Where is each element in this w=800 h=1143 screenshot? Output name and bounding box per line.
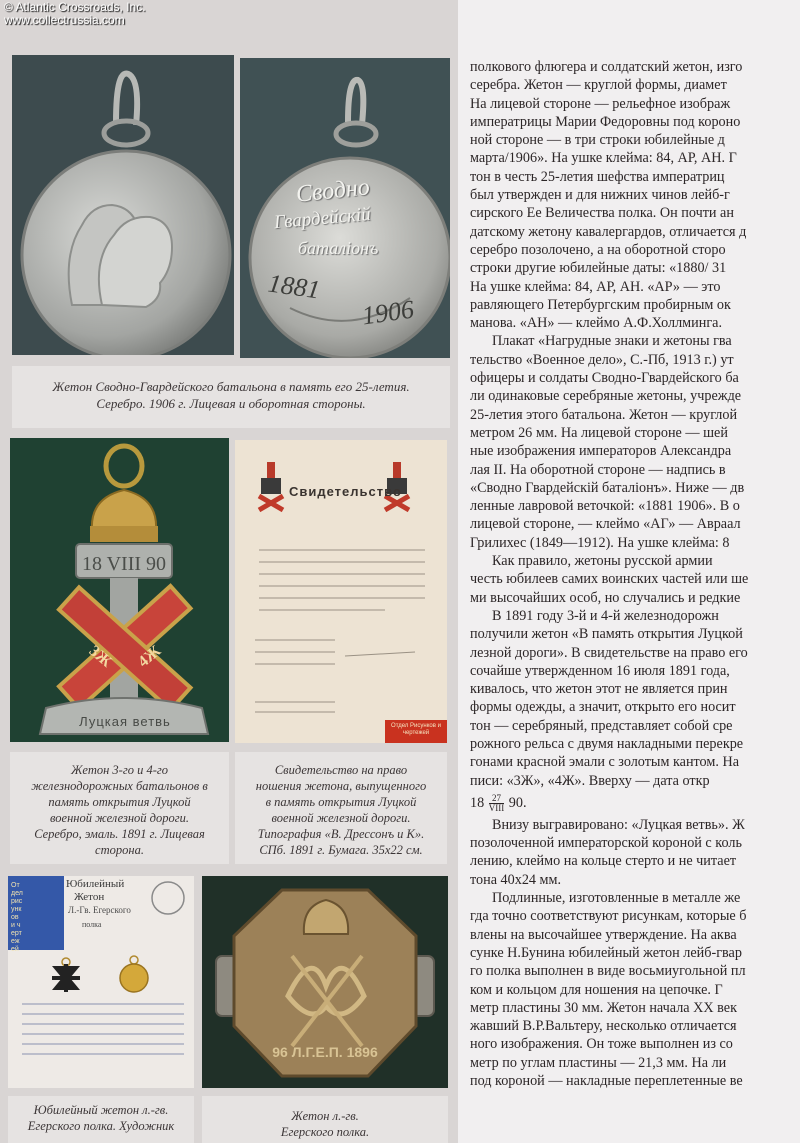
caption-certificate-line-6: СПб. 1891 г. Бумага. 35х22 см.	[259, 843, 423, 857]
railway-badge-bar-text: 18 VIII 90	[81, 553, 167, 575]
caption-badge-line-6: сторона.	[95, 843, 144, 857]
text-line: ные изображения императоров Александра	[470, 443, 732, 460]
caption-badge-line-4: военной железной дороги.	[50, 811, 189, 825]
caption-jaeger-line-1: Жетон л.-гв.	[291, 1109, 359, 1123]
text-line: влены на высочайшее утверждение. На аква	[470, 926, 737, 943]
certificate-stamp: Отдел Рисунков и чертежей	[391, 723, 441, 736]
medal-reverse-year-right: 1906	[360, 294, 416, 331]
date-denominator: VIII	[488, 803, 505, 814]
text-line: Плакат «Нагрудные знаки и жетоны гва	[492, 333, 732, 350]
text-line: Внизу выгравировано: «Луцкая ветвь». Ж	[492, 816, 745, 833]
date-fraction	[489, 794, 505, 813]
caption-certificate-line-2: ношения жетона, выпущенного	[255, 779, 427, 793]
drawing-photo	[8, 876, 194, 1088]
text-line: марта/1906». На ушке клейма: 84, АР, АН. Г	[470, 150, 737, 167]
text-line: лицевой стороне, — клеймо «АГ» — Авраал	[470, 516, 741, 533]
railway-badge-bottom-text: Луцкая ветвь	[79, 714, 171, 729]
text-line: полкового флюгера и солдатский жетон, изго	[470, 59, 743, 75]
text-line: тон в честь 25-летия шефства императриц	[470, 168, 725, 185]
caption-badge-line-1: Жетон 3-го и 4-го	[70, 763, 168, 777]
text-line: честь юбилеев самих воинских частей или ше	[470, 571, 749, 588]
railway-badge-photo	[10, 438, 229, 742]
text-line: строки другие юбилейные даты: «1880/ 31	[470, 260, 727, 277]
railway-badge-left-arm: 3Ж	[85, 642, 115, 671]
text-line: формы одежды, а значит, открыто его носит	[470, 699, 736, 716]
certificate-photo	[235, 440, 447, 743]
caption-badge-line-2: железнодорожных батальонов в	[31, 779, 208, 793]
caption-jaeger-line-2: Егерского полка.	[280, 1125, 370, 1139]
text-line: тона 40х24 мм.	[470, 871, 562, 888]
date-numerator: 27	[489, 794, 505, 804]
drawing-tag: Отдел рисунков и чертежей	[11, 882, 23, 953]
medal-reverse-text-2: Гвардейскiй	[273, 203, 372, 234]
text-line: ком и кольцом для ношения на цепочке. Г	[470, 981, 723, 998]
text-line: Подлинные, изготовленные в металле же	[492, 890, 741, 907]
caption-badge-line-3: память открытия Луцкой	[48, 795, 191, 809]
text-line: жавший В.Р.Вальтеру, несколько отличается	[470, 1018, 737, 1035]
drawing-title-4: полка	[82, 920, 102, 929]
caption-certificate-line-5: Типография «В. Дрессонъ и К».	[257, 827, 425, 841]
text-line: ного изображения. Он тоже выполнен из со	[470, 1036, 733, 1053]
text-line: писи: «3Ж», «4Ж». Вверху — дата откр	[470, 772, 710, 789]
text-line: получили жетон «В память открытия Луцкой	[470, 626, 743, 643]
caption-certificate-line-4: военной железной дороги.	[271, 811, 411, 825]
text-line: тон — серебряный, представляет собой сре	[470, 717, 733, 734]
text-line: метр пластины 30 мм. Жетон начала XX век	[470, 999, 737, 1016]
caption-certificate-line-1: Свидетельство на право	[274, 763, 408, 777]
text-line: датскому жетону кавалергардов, отличается д	[470, 223, 747, 240]
text-line: метром 26 мм. На лицевой стороне — шей	[470, 424, 728, 441]
text-line: ли одинаковые серебряные жетоны, учрежде	[470, 388, 742, 405]
jaeger-badge-bottom-text: 96 Л.Г.Е.П. 1896	[272, 1044, 378, 1060]
caption-drawing-line-2: Егерского полка. Художник	[27, 1119, 175, 1133]
railway-badge-icon	[10, 438, 229, 742]
caption-certificate-line-3: в память открытия Луцкой	[265, 795, 417, 809]
text-line: Грилихес (1849—1912). На ушке клейма: 8	[470, 534, 730, 551]
medal-reverse-year-left: 1881	[266, 268, 322, 305]
text-line: ленные лавровой веточкой: «1881 1906». В о	[470, 498, 740, 515]
drawing-title-1: Юбилейный	[66, 878, 125, 890]
medal-obverse-portrait-icon	[12, 55, 234, 355]
text-line: го полка выполнен в виде восьмиугольной пл	[470, 963, 746, 980]
text-line: манова. «АН» — клеймо А.Ф.Холлминга.	[470, 315, 723, 332]
caption-medal-line-2: Серебро. 1906 г. Лицевая и оборотная стороны.	[96, 396, 366, 411]
text-line: гда точно соответствуют рисункам, которые б	[470, 908, 747, 925]
medal-reverse-text-1: Сводно	[294, 174, 371, 208]
text-line: гонами красной эмали с золотым кантом. На	[470, 754, 739, 771]
text-line: На лицевой стороне — рельефное изображ	[470, 95, 731, 112]
medal-reverse-photo	[240, 58, 450, 358]
medal-obverse-photo	[12, 55, 234, 355]
caption-drawing-line-1: Юбилейный жетон л.-гв.	[33, 1103, 169, 1117]
watermark-url: www.collectrussia.com	[4, 13, 125, 27]
text-line: императрицы Марии Федоровны под короно	[470, 113, 741, 130]
text-line: равляющего Петербургским пробирным ок	[470, 296, 731, 313]
text-column	[458, 0, 800, 1143]
text-line: рожного рельса с двумя накладными перекре	[470, 735, 744, 752]
text-line: позолоченной императорской короной с коль	[470, 835, 742, 852]
body-text	[470, 58, 800, 1090]
medal-reverse-text-3: баталiонъ	[298, 238, 379, 258]
text-line: сунке Н.Бунина юбилейный жетон лейб-гвар	[470, 944, 742, 961]
text-line: Как правило, жетоны русской армии	[492, 553, 713, 570]
caption-badge-line-5: Серебро, эмаль. 1891 г. Лицевая	[34, 827, 205, 841]
caption-medal-line-1: Жетон Сводно-Гвардейского батальона в память его 25-летия.	[52, 379, 410, 394]
text-line: кивалось, что жетон этот не является прин	[470, 681, 728, 698]
railway-badge-right-arm: 4Ж	[135, 642, 165, 671]
drawing-title-3: Л.-Гв. Егерского	[68, 905, 131, 915]
text-line-date	[470, 790, 800, 816]
text-line: тельство «Военное дело», С.-Пб, 1913 г.) ут	[470, 351, 734, 368]
text-line: лая II. На оборотной стороне — надпись в	[470, 461, 726, 478]
text-line: На ушке клейма: 84, АР, АН. «АР» — это	[470, 278, 721, 295]
text-line: сирского Ее Величества полка. Он почти ан	[470, 205, 734, 222]
text-line: метр по углам пластины — 21,3 мм. На ли	[470, 1054, 727, 1071]
text-line: офицеры и солдаты Сводно-Гвардейского ба	[470, 370, 739, 387]
jaeger-badge-photo	[202, 876, 448, 1088]
text-line: серебра. Жетон — круглой формы, диамет	[470, 77, 727, 94]
text-line: 25-летия этого батальона. Жетон — круглой	[470, 406, 738, 423]
drawing-title-2: Жетон	[74, 891, 105, 903]
text-line: серебро позолочено, а на оборотной сторо	[470, 241, 726, 258]
text-line: лезной дороги». В свидетельстве на право его	[470, 644, 748, 661]
text-line: ной стороне — в три строки юбилейные д	[470, 132, 725, 149]
text-line: В 1891 году 3-й и 4-й железнодорожн	[492, 607, 719, 624]
text-line: лению, клеймо на кольце стерто и не читает	[470, 853, 737, 870]
text-line: «Сводно Гвардейскiй баталiонъ». Ниже — дв	[470, 479, 745, 496]
text-line: под короной — накладные переплетенные ве	[470, 1073, 743, 1090]
certificate-title: Свидетельство	[289, 484, 402, 499]
text-line: был утвержден и для нижних чинов лейб-г	[470, 187, 730, 204]
text-line: сочайше утвержденном 16 июля 1891 года,	[470, 662, 730, 679]
date-day: 18	[470, 794, 485, 811]
text-line: ми высочайших особ, но случались и редкие	[470, 589, 741, 606]
date-year: 90.	[508, 794, 527, 811]
watermark-copyright: © Atlantic Crossroads, Inc.	[4, 0, 146, 14]
